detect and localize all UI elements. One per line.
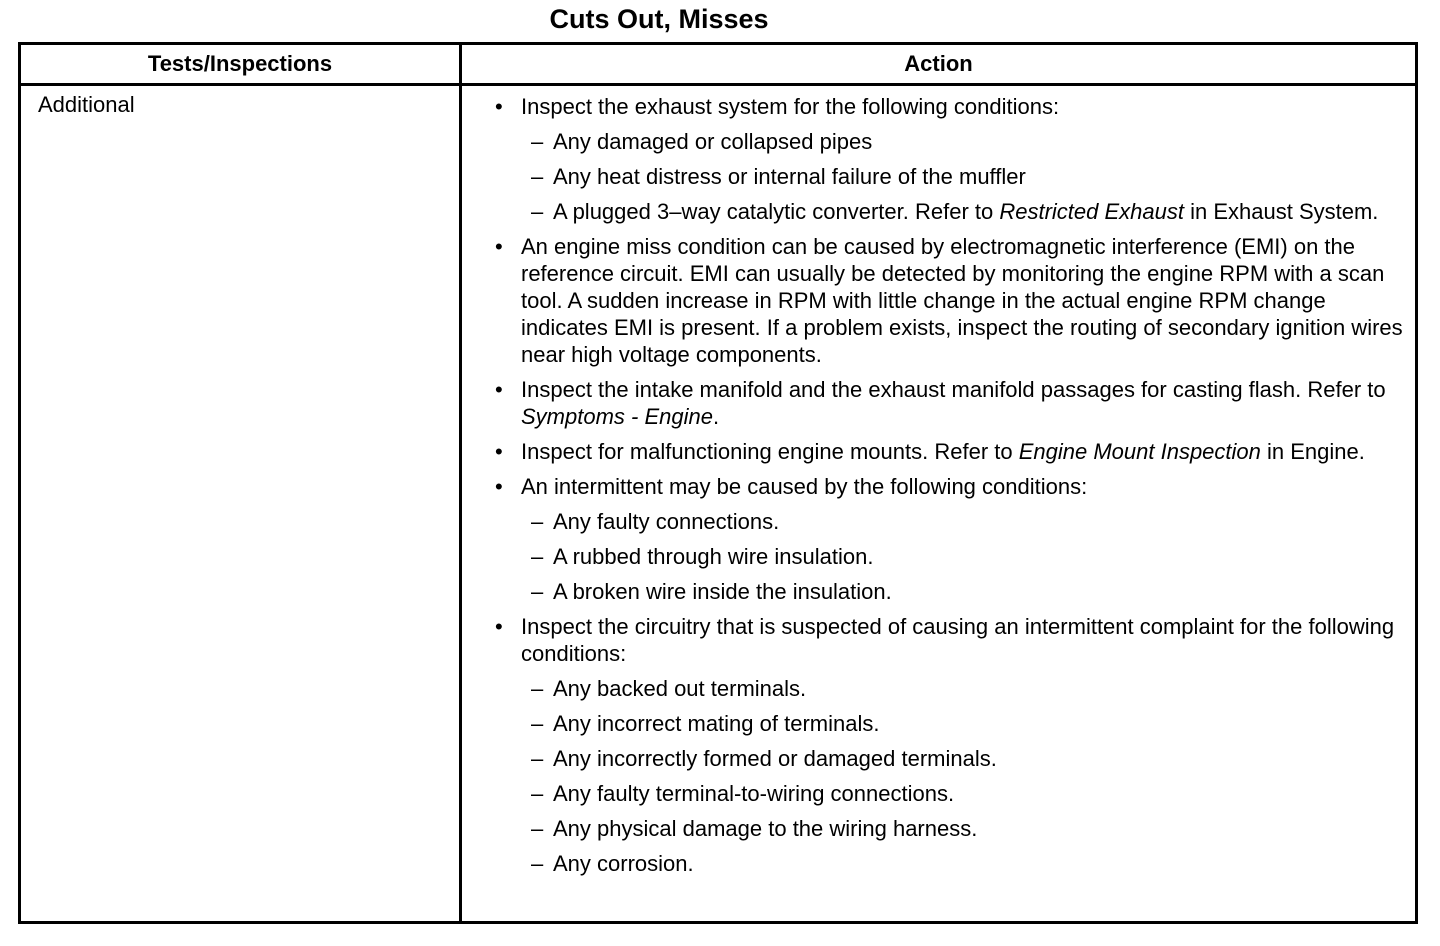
item-text: An engine miss condition can be caused by electromagnetic interference (EMI) on the reference circuit. EMI can usually be detected by monitoring the engine RPM with a scan tool. A sudden increase in RPM with little change in the actual engine RPM change indicates EMI is present. If a problem exists, inspect the routing of secondary ignition wires near high voltage components.	[521, 234, 1403, 367]
action-list	[495, 93, 1409, 885]
action-sub-item	[495, 163, 1409, 190]
item-text: A broken wire inside the insulation.	[553, 579, 892, 604]
item-text: Any faulty connections.	[553, 509, 780, 534]
action-sub-item	[495, 815, 1409, 842]
item-text: in Engine.	[1260, 439, 1365, 464]
item-reference: Symptoms - Engine	[521, 404, 713, 429]
action-sub-item	[495, 675, 1409, 702]
item-text: Any heat distress or internal failure of the muffler	[553, 164, 1026, 189]
action-sub-item	[495, 543, 1409, 570]
action-sub-item	[495, 850, 1409, 877]
item-text: .	[712, 404, 720, 429]
item-text: A plugged 3–way catalytic converter. Refer to	[553, 199, 1000, 224]
item-text: An intermittent may be caused by the following conditions:	[521, 474, 1088, 499]
item-text: Inspect for malfunctioning engine mounts. Refer to	[521, 439, 1019, 464]
action-bullet-item	[495, 473, 1409, 500]
action-bullet-item	[495, 233, 1409, 368]
header-tests-inspections: Tests/Inspections	[147, 51, 333, 76]
item-text: in Exhaust System.	[1184, 199, 1379, 224]
item-text: Any incorrect mating of terminals.	[553, 711, 880, 736]
diagnostic-table	[18, 42, 1418, 924]
column-divider	[459, 45, 462, 921]
action-bullet-item	[495, 93, 1409, 120]
action-sub-item	[495, 745, 1409, 772]
item-text: A rubbed through wire insulation.	[553, 544, 874, 569]
action-bullet-item	[495, 438, 1409, 465]
item-text: Any faulty terminal-to-wiring connections.	[553, 781, 955, 806]
item-text: Any damaged or collapsed pipes	[553, 129, 873, 154]
page-title	[0, 4, 1318, 35]
action-sub-item	[495, 578, 1409, 605]
action-bullet-item	[495, 613, 1409, 667]
item-text: Inspect the circuitry that is suspected of causing an intermittent complaint for the following conditions:	[521, 614, 1395, 666]
action-sub-item	[495, 508, 1409, 535]
item-reference: Restricted Exhaust	[999, 199, 1184, 224]
item-text: Any corrosion.	[553, 851, 694, 876]
action-sub-item	[495, 198, 1409, 225]
action-sub-item	[495, 780, 1409, 807]
table-header	[21, 45, 1415, 86]
item-text: Any incorrectly formed or damaged terminals.	[553, 746, 997, 771]
action-bullet-item	[495, 376, 1409, 430]
item-text: Inspect the exhaust system for the following conditions:	[521, 94, 1060, 119]
action-sub-item	[495, 128, 1409, 155]
item-reference: Engine Mount Inspection	[1018, 439, 1261, 464]
item-text: Inspect the intake manifold and the exhaust manifold passages for casting flash. Refer to	[521, 377, 1386, 402]
row-label: Additional	[38, 92, 135, 117]
header-action: Action	[904, 51, 973, 76]
item-text: Any physical damage to the wiring harness.	[553, 816, 978, 841]
action-sub-item	[495, 710, 1409, 737]
item-text: Any backed out terminals.	[553, 676, 807, 701]
title-text: Cuts Out, Misses	[549, 4, 769, 34]
